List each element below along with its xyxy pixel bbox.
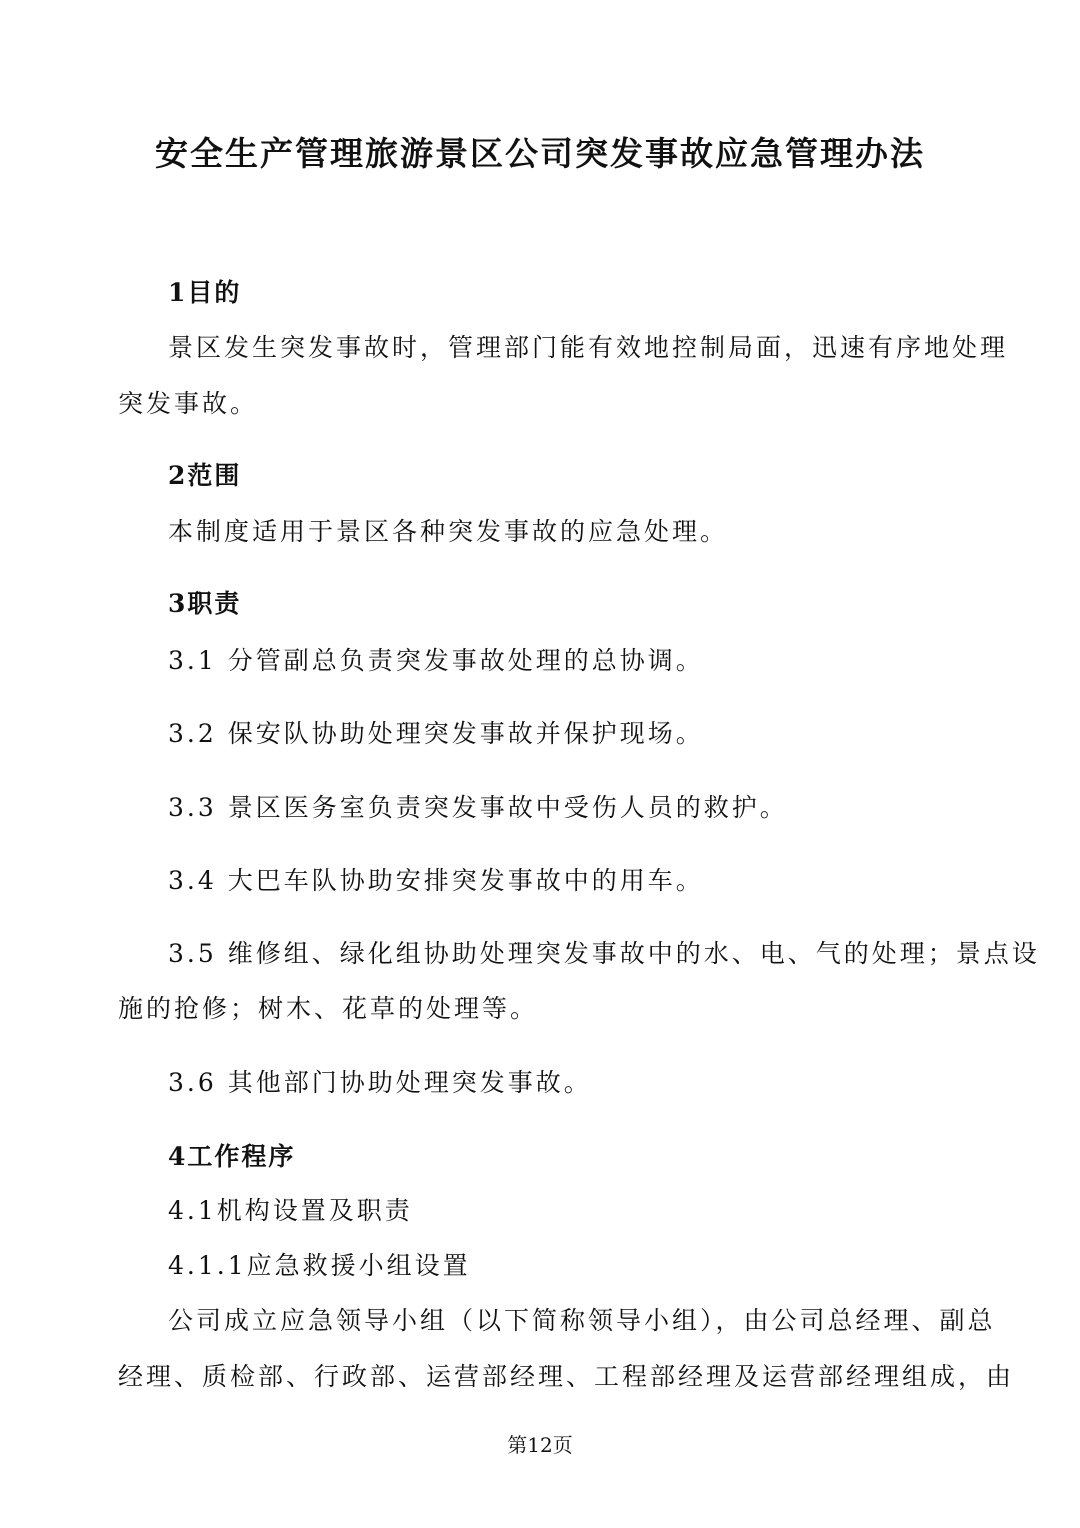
responsibility-item-3-3: 3.3 景区医务室负责突发事故中受伤人员的救护。 [168,793,788,822]
responsibility-item-3-6: 3.6 其他部门协助处理突发事故。 [168,1068,592,1097]
responsibility-item-3-4: 3.4 大巴车队协助安排突发事故中的用车。 [168,866,704,895]
page-number: 第12页 [507,1433,573,1457]
section-heading-responsibilities: 3职责 [168,589,242,618]
subsection-4-1: 4.1机构设置及职责 [168,1196,413,1225]
section-heading-scope: 2范围 [168,461,242,490]
subsection-4-1-1: 4.1.1应急救援小组设置 [168,1251,471,1280]
purpose-text-line-1: 景区发生突发事故时，管理部门能有效地控制局面，迅速有序地处理 [168,333,1009,362]
responsibility-item-3-2: 3.2 保安队协助处理突发事故并保护现场。 [168,719,704,748]
responsibility-item-3-5-line-1: 3.5 维修组、绿化组协助处理突发事故中的水、电、气的处理；景点设 [168,939,1040,968]
section-heading-purpose: 1目的 [168,278,242,307]
procedure-paragraph-line-1: 公司成立应急领导小组（以下简称领导小组），由公司总经理、副总 [168,1306,996,1335]
responsibility-item-3-1: 3.1 分管副总负责突发事故处理的总协调。 [168,646,704,675]
procedure-paragraph-line-2: 经理、质检部、行政部、运营部经理、工程部经理及运营部经理组成，由 [118,1362,1015,1391]
responsibility-item-3-5-line-2: 施的抢修；树木、花草的处理等。 [118,994,539,1023]
document-title: 安全生产管理旅游景区公司突发事故应急管理办法 [155,134,925,173]
scope-text: 本制度适用于景区各种突发事故的应急处理。 [168,517,729,546]
purpose-text-line-2: 突发事故。 [118,389,259,418]
section-heading-procedure: 4工作程序 [168,1142,296,1171]
